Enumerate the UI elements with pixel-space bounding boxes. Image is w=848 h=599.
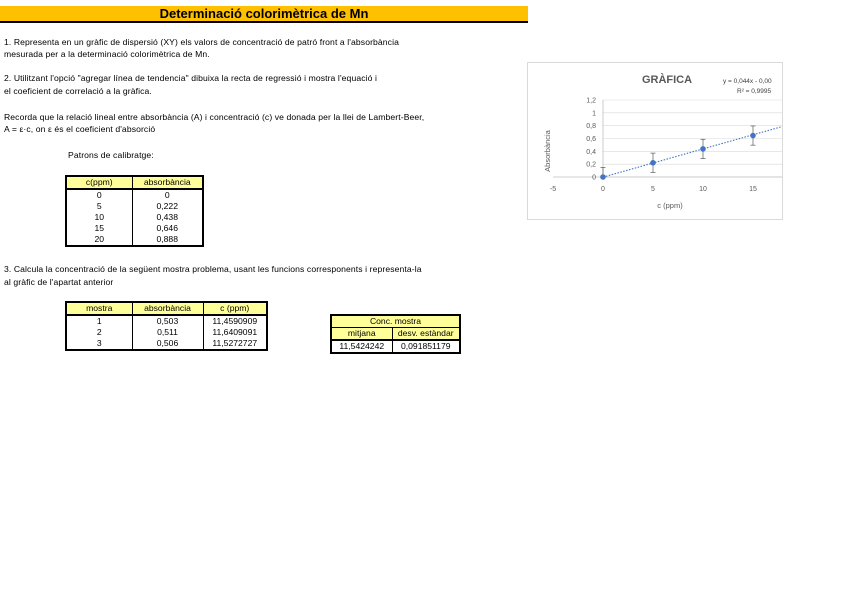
patrons-table	[65, 175, 204, 247]
x-axis-label: c (ppm)	[657, 201, 683, 210]
mostres-cell[interactable]: 0,503	[132, 315, 203, 327]
mostres-cell[interactable]: 11,4590909	[203, 315, 267, 327]
mostres-cell[interactable]: 0,506	[132, 338, 203, 350]
instruction-1-line-2: mesurada per a la determinació colorimètrica de Mn.	[4, 49, 210, 59]
y-tick-label: 0,8	[586, 123, 596, 131]
conc-mostra-mitjana-value[interactable]: 11,5424242	[331, 340, 392, 353]
chart-title: GRÀFICA	[641, 74, 693, 86]
data-point	[600, 174, 606, 180]
mostres-header-c: c (ppm)	[203, 302, 267, 315]
y-axis-label: Absorbància	[543, 130, 552, 172]
mostres-cell[interactable]: 11,6409091	[203, 327, 267, 338]
trendline-r2: R² = 0,9995	[737, 88, 772, 95]
patrons-cell[interactable]: 15	[66, 223, 132, 234]
y-tick-label: 1,2	[586, 97, 596, 105]
x-tick-label: 10	[699, 186, 707, 193]
patrons-cell[interactable]: 0	[66, 189, 132, 201]
x-tick-label: 0	[601, 186, 605, 193]
patrons-cell[interactable]: 5	[66, 201, 132, 212]
instruction-3-line-1: Recorda que la relació lineal entre absorbància (A) i concentració (c) ve donada per la llei de Lambert-Beer,	[4, 112, 425, 122]
patrons-cell[interactable]: 20	[66, 234, 132, 246]
mostres-header-abs: absorbància	[132, 302, 203, 315]
table-row	[66, 212, 203, 223]
chart-container[interactable]	[527, 62, 783, 220]
mostres-table	[65, 301, 268, 351]
table-row	[66, 189, 203, 201]
patrons-cell[interactable]: 0,222	[132, 201, 203, 212]
instruction-1-line-1: 1. Representa en un gràfic de dispersió (XY) els valors de concentració de patró front a l'absorbància	[4, 37, 399, 47]
y-tick-label: 1	[592, 110, 596, 118]
x-tick-label: 5	[651, 186, 655, 193]
x-tick-label: 15	[749, 186, 757, 193]
mostres-cell[interactable]: 11,5272727	[203, 338, 267, 350]
instruction-3-line-2: A = ε·c, on ε és el coeficient d'absorció	[4, 124, 156, 134]
y-tick-label: 0,4	[586, 148, 596, 156]
conc-mostra-header-mitjana: mitjana	[331, 328, 392, 341]
y-tick-label: 0,2	[586, 161, 596, 169]
patrons-header-c: c(ppm)	[66, 176, 132, 189]
mostres-cell[interactable]: 0,511	[132, 327, 203, 338]
table-row	[66, 223, 203, 234]
y-tick-label: 0	[592, 174, 596, 182]
patrons-label: Patrons de calibratge:	[68, 150, 154, 160]
table-row	[331, 340, 460, 353]
data-point	[700, 146, 706, 152]
patrons-cell[interactable]: 10	[66, 212, 132, 223]
patrons-cell[interactable]: 0,438	[132, 212, 203, 223]
instruction-2-line-2: el coeficient de correlació a la gràfica.	[4, 86, 152, 96]
data-point	[750, 133, 756, 139]
conc-mostra-table	[330, 314, 461, 354]
conc-mostra-title: Conc. mostra	[331, 315, 460, 328]
mostres-cell[interactable]: 3	[66, 338, 132, 350]
trendline-equation: y = 0,044x - 0,00	[723, 78, 772, 85]
patrons-cell[interactable]: 0,646	[132, 223, 203, 234]
trendline	[603, 121, 783, 177]
mostres-header-mostra: mostra	[66, 302, 132, 315]
x-tick-label: -5	[549, 186, 557, 193]
table-row	[66, 338, 267, 350]
page-title: Determinació colorimètrica de Mn	[0, 6, 528, 23]
mostres-cell[interactable]: 1	[66, 315, 132, 327]
conc-mostra-header-desv: desv. estàndar	[392, 328, 460, 341]
instruction-2-line-1: 2. Utilitzant l'opció "agregar línea de tendencia" dibuixa la recta de regressió i mostra l'equació i	[4, 73, 377, 83]
y-tick-label: 0,6	[586, 136, 596, 143]
patrons-cell[interactable]: 0	[132, 189, 203, 201]
patrons-header-abs: absorbància	[132, 176, 203, 189]
table-row	[66, 201, 203, 212]
data-point	[650, 160, 656, 166]
table-row	[66, 327, 267, 338]
scatter-chart	[528, 63, 783, 220]
table-row	[66, 234, 203, 246]
table-row	[66, 315, 267, 327]
instruction-4-line-1: 3. Calcula la concentració de la següent mostra problema, usant les funcions corresponents i representa-la	[4, 264, 422, 274]
instruction-4-line-2: al gràfic de l'apartat anterior	[4, 277, 114, 287]
mostres-cell[interactable]: 2	[66, 327, 132, 338]
patrons-cell[interactable]: 0,888	[132, 234, 203, 246]
conc-mostra-desv-value[interactable]: 0,091851179	[392, 340, 460, 353]
